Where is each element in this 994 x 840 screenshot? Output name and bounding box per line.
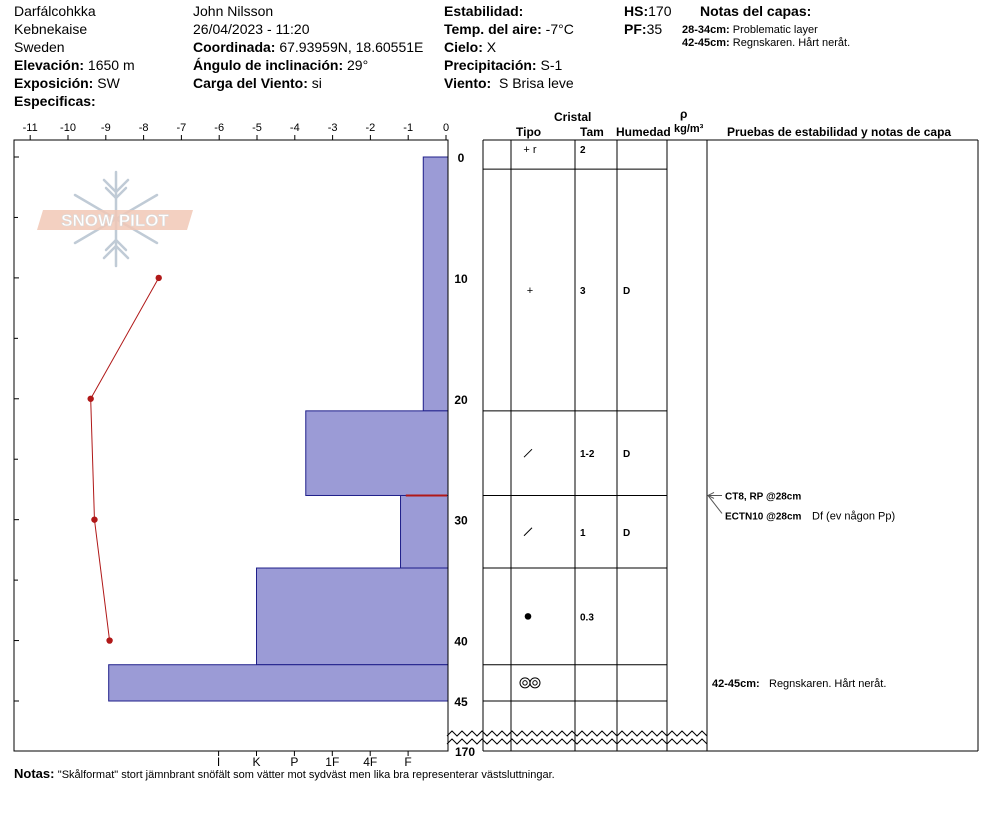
depth-tick-label: 20 xyxy=(454,392,468,407)
slope-value: 29° xyxy=(347,57,369,73)
depth-break-zigzag xyxy=(447,731,707,744)
notes-label: Notas: xyxy=(14,766,55,781)
crystal-type-melt-icon xyxy=(533,681,537,685)
hardness-tick-label: I xyxy=(216,755,221,769)
hs-label: HS: xyxy=(624,3,649,19)
hardness-layer-bar xyxy=(109,665,448,701)
layer-notes-title: Notas del capas: xyxy=(700,3,812,19)
wind-value: S Brisa leve xyxy=(498,75,574,91)
depth-tick-label: 0 xyxy=(457,151,465,165)
depth-tick-label: 40 xyxy=(454,634,468,649)
hs-value: 170 xyxy=(648,3,672,19)
zigzag-line xyxy=(447,739,707,744)
coordinates-label: Coordinada: xyxy=(193,39,276,55)
test-result: ECTN10 @28cm xyxy=(725,511,802,523)
coordinates-value: 67.93959N, 18.60551E xyxy=(279,39,424,55)
layer-note-1-range: 28-34cm: xyxy=(682,24,730,36)
hardness-tick-label: K xyxy=(252,755,261,769)
wind-label: Viento: xyxy=(444,75,492,91)
zigzag-line xyxy=(447,731,707,736)
hardness-tick-label: 1F xyxy=(325,755,340,769)
crystal-type-round-icon xyxy=(525,613,532,620)
hardness-layer-bar xyxy=(401,495,448,568)
test-note: Df (ev någon Pp) xyxy=(812,510,896,523)
temperature-point xyxy=(106,637,112,643)
layer-note-text: Regnskaren. Hårt neråt. xyxy=(769,677,887,690)
layer-note-2-range: 42-45cm: xyxy=(682,37,730,49)
temp-tick-label: -6 xyxy=(214,122,225,134)
moisture-value: D xyxy=(623,449,631,461)
wind-load-label: Carga del Viento: xyxy=(193,75,308,91)
tests-header: Pruebas de estabilidad y notas de capa xyxy=(727,125,952,139)
elevation-value: 1650 m xyxy=(87,57,135,73)
temp-tick-label: -1 xyxy=(403,122,414,134)
depth-tick-label: 30 xyxy=(454,513,468,528)
snowflake-logo-icon xyxy=(37,172,193,266)
crystal-size: 3 xyxy=(580,285,586,297)
region-name: Kebnekaise xyxy=(14,21,88,37)
hardness-layer-bar xyxy=(306,411,448,496)
pf-value: 35 xyxy=(646,21,663,37)
layer-note-1-text: Problematic layer xyxy=(732,24,818,36)
temp-tick-label: -2 xyxy=(365,122,376,134)
temp-tick-label: 0 xyxy=(442,122,450,134)
precip-value: S-1 xyxy=(540,57,563,73)
moisture-value: D xyxy=(623,285,631,297)
crystal-size: 1-2 xyxy=(580,449,595,461)
crystal-type-melt-icon xyxy=(530,678,540,688)
crystal-header: Cristal xyxy=(554,110,592,124)
temp-tick-label: -8 xyxy=(138,122,149,134)
temp-tick-label: -3 xyxy=(327,122,338,134)
pf-label: PF: xyxy=(624,21,647,37)
elevation-label: Elevación: xyxy=(14,57,85,73)
crystal-size: 1 xyxy=(580,527,586,539)
moisture-value: D xyxy=(623,527,631,539)
stability-label: Estabilidad: xyxy=(444,3,524,19)
temp-tick-label: -4 xyxy=(289,122,300,134)
hardness-layer-bar xyxy=(257,568,449,665)
density-unit: kg/m³ xyxy=(674,123,704,135)
country-name: Sweden xyxy=(14,39,65,55)
hardness-layer-bar xyxy=(423,157,448,411)
temp-tick-label: -11 xyxy=(22,122,38,134)
crystal-type-melt-icon xyxy=(523,681,527,685)
location-name: Darfálcohkka xyxy=(14,3,96,19)
temp-tick-label: -7 xyxy=(176,122,187,134)
air-temp-label: Temp. del aire: xyxy=(444,21,542,37)
temp-tick-label: -9 xyxy=(100,122,111,134)
temp-tick-label: -5 xyxy=(252,122,262,134)
depth-bottom-label: 170 xyxy=(454,745,476,759)
crystal-type-melt-icon xyxy=(520,678,530,688)
crystal-type-facet-icon xyxy=(524,528,532,536)
hardness-tick-label: 4F xyxy=(363,755,378,769)
hardness-tick-label: P xyxy=(290,755,299,769)
density-symbol: ρ xyxy=(680,107,688,121)
specifics-label: Especificas: xyxy=(14,93,96,109)
crystal-type: + xyxy=(526,284,534,297)
moisture-header: Humedad xyxy=(616,125,671,139)
test-arrow xyxy=(708,495,722,513)
layer-note-2-text: Regnskaren. Hårt neråt. xyxy=(732,37,851,49)
aspect-label: Exposición: xyxy=(14,75,94,91)
temperature-profile-line xyxy=(91,278,159,641)
crystal-size: 0.3 xyxy=(580,612,594,624)
crystal-size: 2 xyxy=(580,145,586,156)
observer-name: John Nilsson xyxy=(193,3,274,19)
precip-label: Precipitación: xyxy=(444,57,537,73)
wind-load-value: si xyxy=(311,75,322,91)
notes-text: "Skålformat" stort jämnbrant snöfält som vätter mot sydväst men lika bra representerar västsluttningar. xyxy=(57,769,555,781)
logo-text: SNOW PILOT xyxy=(61,211,169,230)
layer-note-range: 42-45cm: xyxy=(712,677,760,690)
slope-label: Ángulo de inclinación: xyxy=(193,57,344,73)
depth-tick-label: 45 xyxy=(454,695,468,709)
test-result: CT8, RP @28cm xyxy=(725,491,802,503)
hardness-tick-label: F xyxy=(404,755,412,769)
temperature-point xyxy=(87,396,93,402)
aspect-value: SW xyxy=(97,75,120,91)
temperature-point xyxy=(156,275,162,281)
crystal-type-facet-icon xyxy=(524,449,532,457)
temp-tick-label: -10 xyxy=(60,122,76,134)
observation-datetime: 26/04/2023 - 11:20 xyxy=(193,21,310,37)
sky-value: X xyxy=(486,39,497,55)
type-header: Tipo xyxy=(516,125,542,139)
temperature-point xyxy=(91,516,97,522)
size-header: Tam xyxy=(580,125,604,139)
crystal-type: + r xyxy=(523,144,537,156)
air-temp-value: -7°C xyxy=(545,21,574,37)
depth-tick-label: 10 xyxy=(454,271,468,286)
sky-label: Cielo: xyxy=(444,39,483,55)
